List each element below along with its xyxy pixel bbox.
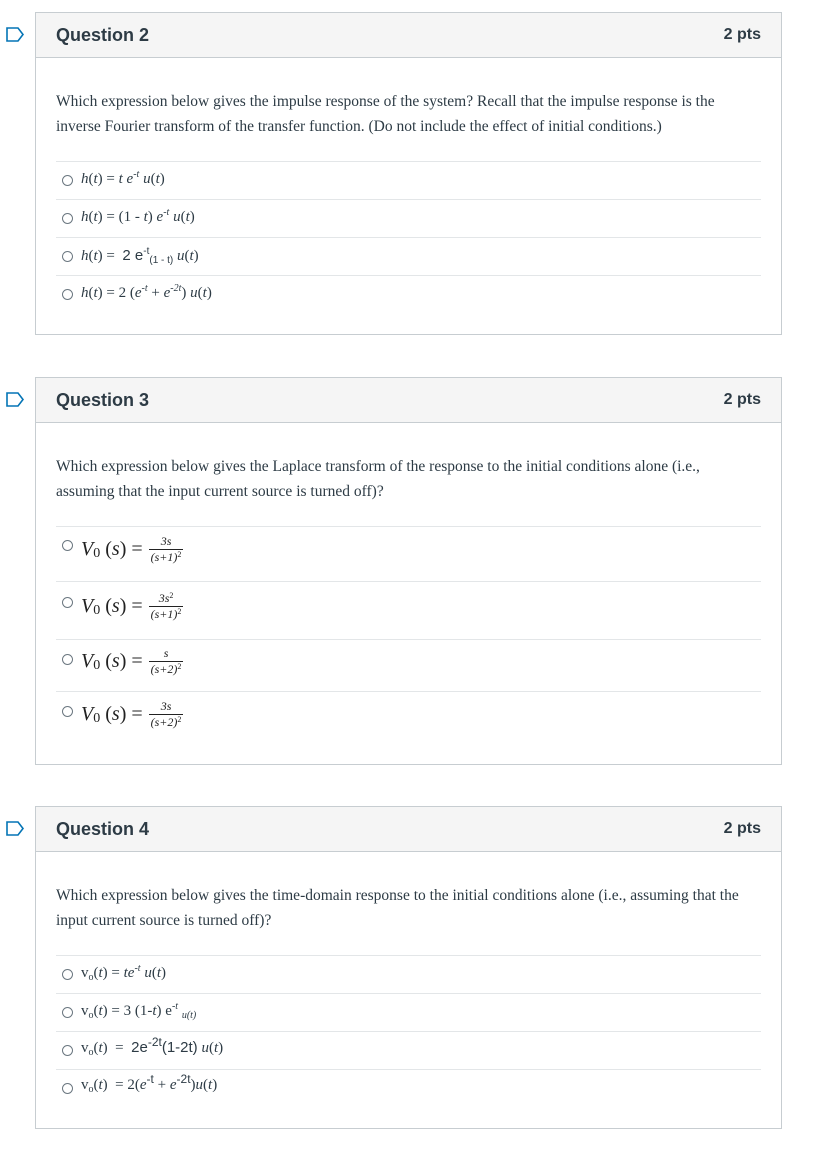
answer-expression: $v_o(t) = te^{-t}$ u(t) [81, 963, 166, 983]
answer-list [56, 161, 761, 313]
answer-list [56, 526, 761, 746]
answer-option[interactable] [56, 526, 761, 581]
radio-button[interactable] [62, 251, 73, 262]
question-2-card [35, 12, 782, 335]
flag-question-2-icon[interactable] [6, 27, 24, 42]
radio-button[interactable] [62, 1045, 73, 1056]
answer-option[interactable] [56, 161, 761, 199]
answer-option[interactable] [56, 581, 761, 639]
answer-expression: V 0 ( s ) = $\frac{3s}{(s+1)^2}$ [81, 534, 182, 564]
flag-question-4-icon[interactable] [6, 821, 24, 836]
question-text: Which expression below gives the time-domain response to the initial conditions alone (i.e., assuming that the input current source is turned off)? [56, 887, 739, 929]
flag-question-3-icon[interactable] [6, 392, 24, 407]
answer-expression: V 0 ( s ) = $\frac{3s^2}{(s+1)^2}$ [81, 591, 182, 621]
answer-option[interactable] [56, 639, 761, 691]
answer-option[interactable] [56, 199, 761, 237]
answer-option[interactable] [56, 1031, 761, 1069]
question-text: Which expression below gives the impulse response of the system? Recall that the impulse response is the inverse Fourier transform of the transfer function. (Do not include the effect of initial conditions.) [56, 93, 715, 135]
radio-button[interactable] [62, 654, 73, 665]
radio-button[interactable] [62, 1083, 73, 1094]
question-header [36, 13, 781, 58]
answer-option[interactable] [56, 1069, 761, 1107]
radio-button[interactable] [62, 706, 73, 717]
radio-button[interactable] [62, 1007, 73, 1018]
answer-expression: h(t) = t $e^{-t}$ u(t) [81, 169, 165, 187]
radio-button[interactable] [62, 213, 73, 224]
answer-expression: h(t) = (1 - t) $e^{-t}$ u(t) [81, 207, 195, 225]
radio-button[interactable] [62, 289, 73, 300]
answer-expression: $v_o(t) = 2e^{-2t}(1-2t)$ u(t) [81, 1035, 224, 1058]
radio-button[interactable] [62, 597, 73, 608]
question-title: Question 2 [56, 25, 150, 45]
question-4-card [35, 806, 782, 1129]
radio-button[interactable] [62, 969, 73, 980]
answer-expression: h(t) = 2 $(e^{-t} + e^{-2t})$ u(t) [81, 283, 212, 301]
answer-list [56, 955, 761, 1107]
question-points: 2 pts [723, 391, 761, 408]
answer-expression: $v_o(t) = 3$ (1-t) $e^{-t}$ $_{u(t)}$ [81, 1001, 197, 1021]
question-title: Question 3 [56, 390, 150, 410]
answer-option[interactable] [56, 691, 761, 746]
question-text: Which expression below gives the Laplace transform of the response to the initial conditions alone (i.e., assuming that the input current source is turned off)? [56, 458, 700, 500]
answer-option[interactable] [56, 275, 761, 313]
question-points: 2 pts [723, 26, 761, 43]
question-title: Question 4 [56, 819, 150, 839]
answer-expression: V 0 ( s ) = $\frac{s}{(s+2)^2}$ [81, 646, 182, 676]
answer-expression: $v_o(t) = 2(e^{-t} + e^{-2t})u(t)$ [81, 1072, 218, 1095]
radio-button[interactable] [62, 175, 73, 186]
answer-expression: V 0 ( s ) = $\frac{3s}{(s+2)^2}$ [81, 699, 182, 729]
answer-option[interactable] [56, 993, 761, 1031]
question-points: 2 pts [723, 820, 761, 837]
question-header [36, 378, 781, 423]
answer-option[interactable] [56, 237, 761, 275]
answer-expression: h(t) = 2 $e^{-t}_{(1 - t)}$ u(t) [81, 246, 199, 266]
question-3-card [35, 377, 782, 765]
radio-button[interactable] [62, 540, 73, 551]
answer-option[interactable] [56, 955, 761, 993]
question-header [36, 807, 781, 852]
